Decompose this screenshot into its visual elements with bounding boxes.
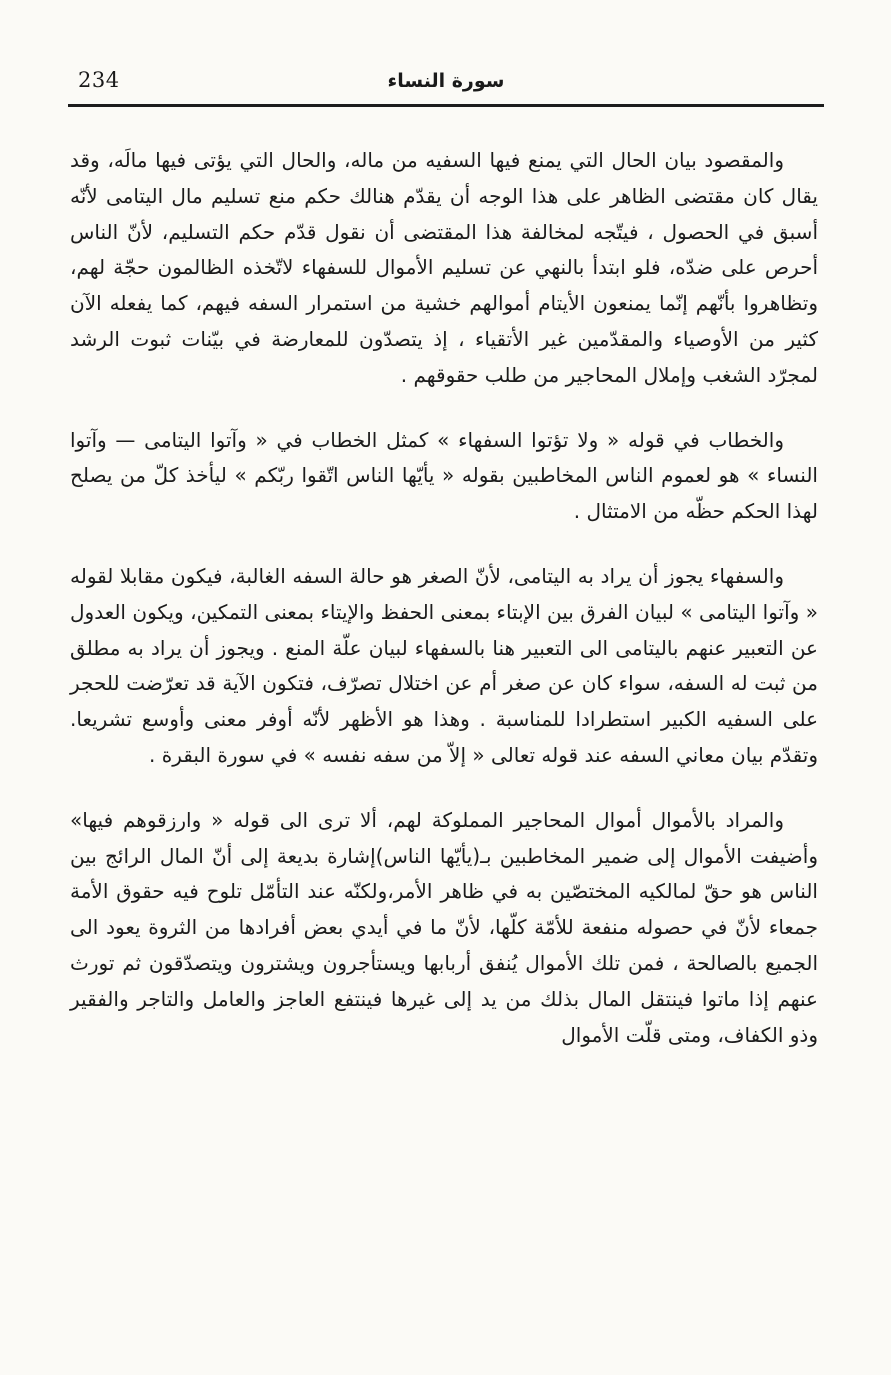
paragraph-1: والمقصود بيان الحال التي يمنع فيها السفيه من ماله، والحال التي يؤتى فيها مالَه، وقد يقال كان مقتضى الظاهر على هذا الوجه أن يقدّم هنالك حكم منع تسليم مال اليتامى لأنّه أسبق في الحصول ، فيتّجه لمخالفة هذا المقتضى أن نقول قدّم حكم التسليم، لأنّ الناس أحرص على ضدّه، فلو ابتدأ بالنهي عن تسليم الأموال للسفهاء لاتّخذه الظالمون حجّة لهم، وتظاهروا بأنّهم إنّما يمنعون الأيتام أموالهم خشية من استمرار السفه فيهم، كما يفعله الآن كثير من الأوصياء والمقدّمين غير الأتقياء ، إذ يتصدّون للمعارضة في بيّنات ثبوت الرشد لمجرّد الشغب وإملال المحاجير من طلب حقوقهم . bbox=[70, 148, 818, 387]
header-rule bbox=[68, 104, 824, 107]
paragraph-4: والمراد بالأموال أموال المحاجير المملوكة لهم، ألا ترى الى قوله « وارزقوهم فيها» وأضيفت الأموال إلى ضمير المخاطبين بـ(يأيّها الناس)إشارة بديعة إلى أنّ المال الرائج بين الناس هو حقّ لمالكيه المختصّين به في ظاهر الأمر،ولكنّه عند التأمّل تلوح فيه حقوق الأمة جمعاء لأنّ في حصوله منفعة للأمّة كلّها، لأنّ ما في أيدي بعض أفرادها من الثروة يعود الى الجميع بالصالحة ، فمن تلك الأموال يُنفق أربابها ويستأجرون ويشترون ويتصدّقون ثم تورث عنهم إذا ماتوا فينتقل المال بذلك من يد إلى غيرها فينتفع العاجز والعامل والتاجر والفقير وذو الكفاف، ومتى قلّت الأموال bbox=[70, 807, 818, 1047]
body-text bbox=[70, 143, 818, 1053]
running-title: سورة النساء bbox=[387, 70, 505, 92]
page-number: 234 bbox=[78, 68, 120, 92]
page-header bbox=[68, 62, 824, 104]
paragraph-2: والخطاب في قوله « ولا تؤتوا السفهاء » كمثل الخطاب في « وآتوا اليتامى — وآتوا النساء » هو لعموم الناس المخاطبين بقوله « يأيّها الناس اتّقوا ربّكم » ليأخذ كلّ من يصلح لهذا الحكم حظّه من الامتثال . bbox=[70, 427, 818, 524]
paragraph-3: والسفهاء يجوز أن يراد به اليتامى، لأنّ الصغر هو حالة السفه الغالبة، فيكون مقابلا لقوله « وآتوا اليتامى » لبيان الفرق بين الإبتاء بمعنى الحفظ والإيتاء بمعنى التمكين، ويكون العدول عن التعبير عنهم باليتامى الى التعبير هنا بالسفهاء لبيان علّة المنع . ويجوز أن يراد به مطلق من ثبت له السفه، سواء كان عن صغر أم عن اختلال تصرّف، فتكون الآية قد تعرّضت للحجر على السفيه الكبير استطرادا للمناسبة . وهذا هو الأظهر لأنّه أوفر معنى وأوسع تشريعا. وتقدّم بيان معاني السفه عند قوله تعالى « إلاّ من سفه نفسه » في سورة البقرة . bbox=[70, 563, 818, 767]
